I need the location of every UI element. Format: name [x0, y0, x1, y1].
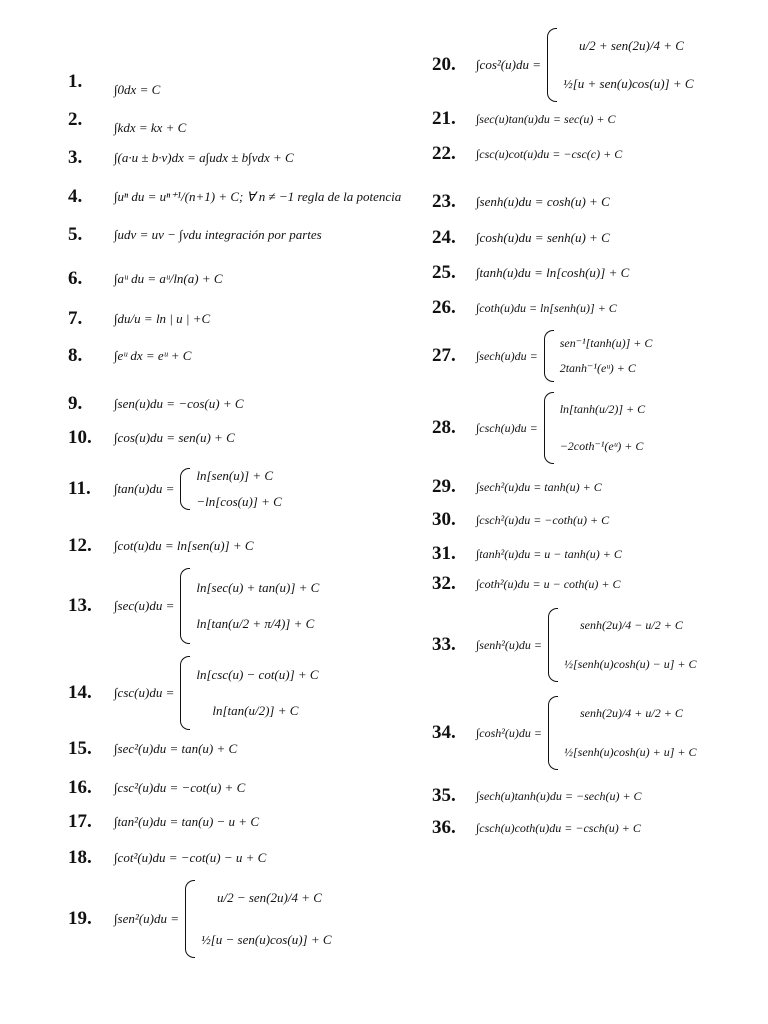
brace [185, 880, 195, 958]
formula-text: ∫0dx = C [114, 82, 161, 97]
case-line: u/2 + sen(2u)/4 + C [578, 38, 684, 53]
case-line: sen⁻¹[tanh(u)] + C [559, 336, 653, 350]
formula-number: 30. [432, 509, 456, 530]
case-list [196, 667, 318, 719]
formula-cases [114, 568, 319, 644]
formula-cases [476, 608, 697, 682]
formula-text: ∫uⁿ du = uⁿ⁺¹/(n+1) + C; ∀ n ≠ −1 regla de la potencia [114, 189, 402, 204]
formula-text: ∫csc(u)cot(u)du = −csc(c) + C [476, 146, 623, 161]
case-line: ½[u + sen(u)cos(u)] + C [562, 76, 694, 91]
case-list [563, 38, 694, 92]
formula-text: ∫cot(u)du = ln[sen(u)] + C [114, 538, 254, 553]
formula-number: 11. [68, 478, 91, 499]
formula-entry [432, 573, 621, 595]
formula-text: ∫coth²(u)du = u − coth(u) + C [476, 576, 621, 591]
formula-entry [68, 427, 235, 449]
formula-entry [68, 847, 266, 869]
formula-number: 1. [68, 71, 83, 92]
case-list [564, 706, 697, 760]
formula-number: 15. [68, 738, 92, 759]
formula-number: 13. [68, 595, 92, 616]
formula-entry [432, 543, 622, 565]
brace [544, 330, 554, 382]
case-line: ln[csc(u) − cot(u)] + C [196, 667, 319, 682]
formula-number: 34. [432, 722, 456, 743]
formula-text: ∫cot²(u)du = −cot(u) − u + C [114, 850, 267, 865]
formula-number: 7. [68, 308, 83, 329]
formula-number: 18. [68, 847, 92, 868]
formula-number: 8. [68, 345, 83, 366]
formula-number: 23. [432, 191, 456, 212]
formula-entry [432, 696, 697, 770]
formula-entry [432, 191, 610, 213]
case-head: ∫csc(u)du = [114, 685, 175, 700]
formula-cases [476, 696, 697, 770]
formula-cases [476, 330, 652, 382]
brace [180, 568, 190, 644]
formula-number: 28. [432, 417, 456, 438]
formula-cases [114, 880, 332, 958]
case-line: ½[senh(u)cosh(u) + u] + C [563, 745, 697, 759]
case-line: ½[senh(u)cosh(u) − u] + C [563, 657, 697, 671]
formula-text: ∫csch(u)coth(u)du = −csch(u) + C [476, 820, 641, 835]
formula-entry [432, 608, 697, 682]
case-list [560, 336, 653, 376]
formula-entry [432, 330, 652, 382]
case-head: ∫sec(u)du = [114, 598, 175, 613]
formula-text: ∫csc²(u)du = −cot(u) + C [114, 780, 246, 795]
formula-entry [68, 811, 259, 833]
formula-number: 33. [432, 634, 456, 655]
case-line: ln[sen(u)] + C [196, 468, 274, 483]
formula-entry [68, 468, 282, 510]
formula-number: 35. [432, 785, 456, 806]
case-list [564, 618, 697, 672]
formula-cases [476, 392, 645, 464]
formula-entry [68, 656, 319, 730]
case-list [196, 580, 319, 632]
formula-entry [432, 509, 609, 531]
case-line: ln[tanh(u/2)] + C [559, 402, 646, 416]
formula-text: ∫cosh(u)du = senh(u) + C [476, 230, 610, 245]
formula-number: 6. [68, 268, 83, 289]
formula-number: 22. [432, 143, 456, 164]
case-head: ∫sech(u)du = [476, 348, 538, 363]
formula-text: ∫senh(u)du = cosh(u) + C [476, 194, 610, 209]
formula-entry [68, 568, 319, 644]
case-line: −ln[cos(u)] + C [196, 494, 282, 509]
case-head: ∫sen²(u)du = [114, 911, 179, 926]
brace [180, 468, 190, 510]
formula-number: 26. [432, 297, 456, 318]
formula-entry [432, 108, 615, 130]
formula-text: ∫udv = uv − ∫vdu integración por partes [114, 227, 322, 242]
formula-number: 2. [68, 109, 83, 130]
formula-number: 29. [432, 476, 456, 497]
formula-entry [68, 308, 210, 330]
formula-entry [432, 817, 641, 839]
case-line: −2coth⁻¹(eᵘ) + C [559, 439, 644, 453]
brace [544, 392, 554, 464]
formula-entry [68, 224, 322, 246]
formula-entry [68, 777, 245, 799]
formula-text: ∫aᵘ du = aᵘ/ln(a) + C [114, 271, 223, 286]
formula-entry [68, 738, 237, 760]
formula-entry [68, 186, 401, 208]
formula-number: 4. [68, 186, 83, 207]
formula-entry [68, 393, 244, 415]
formula-text: ∫sech(u)tanh(u)du = −sech(u) + C [476, 788, 642, 803]
formula-entry [432, 262, 629, 284]
formula-text: ∫cos(u)du = sen(u) + C [114, 430, 235, 445]
formula-entry [68, 880, 332, 958]
case-line: ln[sec(u) + tan(u)] + C [196, 580, 320, 595]
formula-number: 31. [432, 543, 456, 564]
formula-text: ∫sech²(u)du = tanh(u) + C [476, 479, 602, 494]
formula-number: 12. [68, 535, 92, 556]
formula-entry [432, 143, 622, 165]
case-line: ln[tan(u/2 + π/4)] + C [196, 616, 315, 631]
formula-entry [68, 535, 254, 557]
formula-number: 17. [68, 811, 92, 832]
formula-text: ∫sec²(u)du = tan(u) + C [114, 741, 238, 756]
case-line: senh(2u)/4 − u/2 + C [579, 618, 683, 632]
formula-number: 24. [432, 227, 456, 248]
formula-text: ∫tanh(u)du = ln[cosh(u)] + C [476, 265, 630, 280]
formula-number: 21. [432, 108, 456, 129]
brace [180, 656, 190, 730]
case-line: 2tanh⁻¹(eᵘ) + C [559, 361, 636, 375]
formula-text: ∫(a·u ± b·v)dx = a∫udx ± b∫vdx + C [114, 150, 294, 165]
formula-text: ∫csch²(u)du = −coth(u) + C [476, 512, 610, 527]
formula-cases [476, 28, 694, 102]
case-list [560, 402, 645, 454]
case-list [196, 468, 281, 510]
case-line: senh(2u)/4 + u/2 + C [579, 706, 683, 720]
case-list [201, 890, 332, 948]
formula-entry [432, 785, 642, 807]
formula-text: ∫sen(u)du = −cos(u) + C [114, 396, 244, 411]
formula-entry [432, 28, 694, 102]
formula-number: 10. [68, 427, 92, 448]
formula-entry [68, 147, 294, 169]
formula-entry [68, 104, 186, 136]
case-line: ln[tan(u/2)] + C [212, 703, 299, 718]
case-line: ½[u − sen(u)cos(u)] + C [200, 932, 332, 947]
formula-text: ∫du/u = ln | u | +C [114, 311, 211, 326]
formula-text: ∫eᵘ dx = eᵘ + C [114, 348, 192, 363]
formula-text: ∫tanh²(u)du = u − tanh(u) + C [476, 546, 622, 561]
brace [548, 696, 558, 770]
formula-number: 32. [432, 573, 456, 594]
formula-number: 16. [68, 777, 92, 798]
formula-number: 9. [68, 393, 83, 414]
formula-number: 5. [68, 224, 83, 245]
case-head: ∫csch(u)du = [476, 420, 538, 435]
formula-cases [114, 468, 282, 510]
formula-entry [432, 227, 610, 249]
formula-entry [432, 297, 617, 319]
case-head: ∫senh²(u)du = [476, 637, 542, 652]
case-line: u/2 − sen(2u)/4 + C [216, 890, 322, 905]
case-head: ∫cos²(u)du = [476, 57, 541, 72]
formula-entry [68, 345, 191, 367]
formula-text: ∫kdx = kx + C [114, 120, 187, 135]
formula-number: 20. [432, 54, 456, 75]
formula-text: ∫coth(u)du = ln[senh(u)] + C [476, 300, 617, 315]
formula-number: 14. [68, 682, 92, 703]
case-head: ∫cosh²(u)du = [476, 725, 542, 740]
formula-text: ∫sec(u)tan(u)du = sec(u) + C [476, 111, 616, 126]
formula-entry [68, 268, 223, 290]
formula-entry [432, 392, 645, 464]
formula-entry [432, 476, 602, 498]
formula-number: 36. [432, 817, 456, 838]
formula-cases [114, 656, 319, 730]
brace [547, 28, 557, 102]
case-head: ∫tan(u)du = [114, 481, 175, 496]
formula-number: 27. [432, 345, 456, 366]
formula-number: 19. [68, 908, 92, 929]
formula-text: ∫tan²(u)du = tan(u) − u + C [114, 814, 259, 829]
brace [548, 608, 558, 682]
formula-number: 3. [68, 147, 83, 168]
formula-number: 25. [432, 262, 456, 283]
formula-entry [68, 66, 160, 98]
